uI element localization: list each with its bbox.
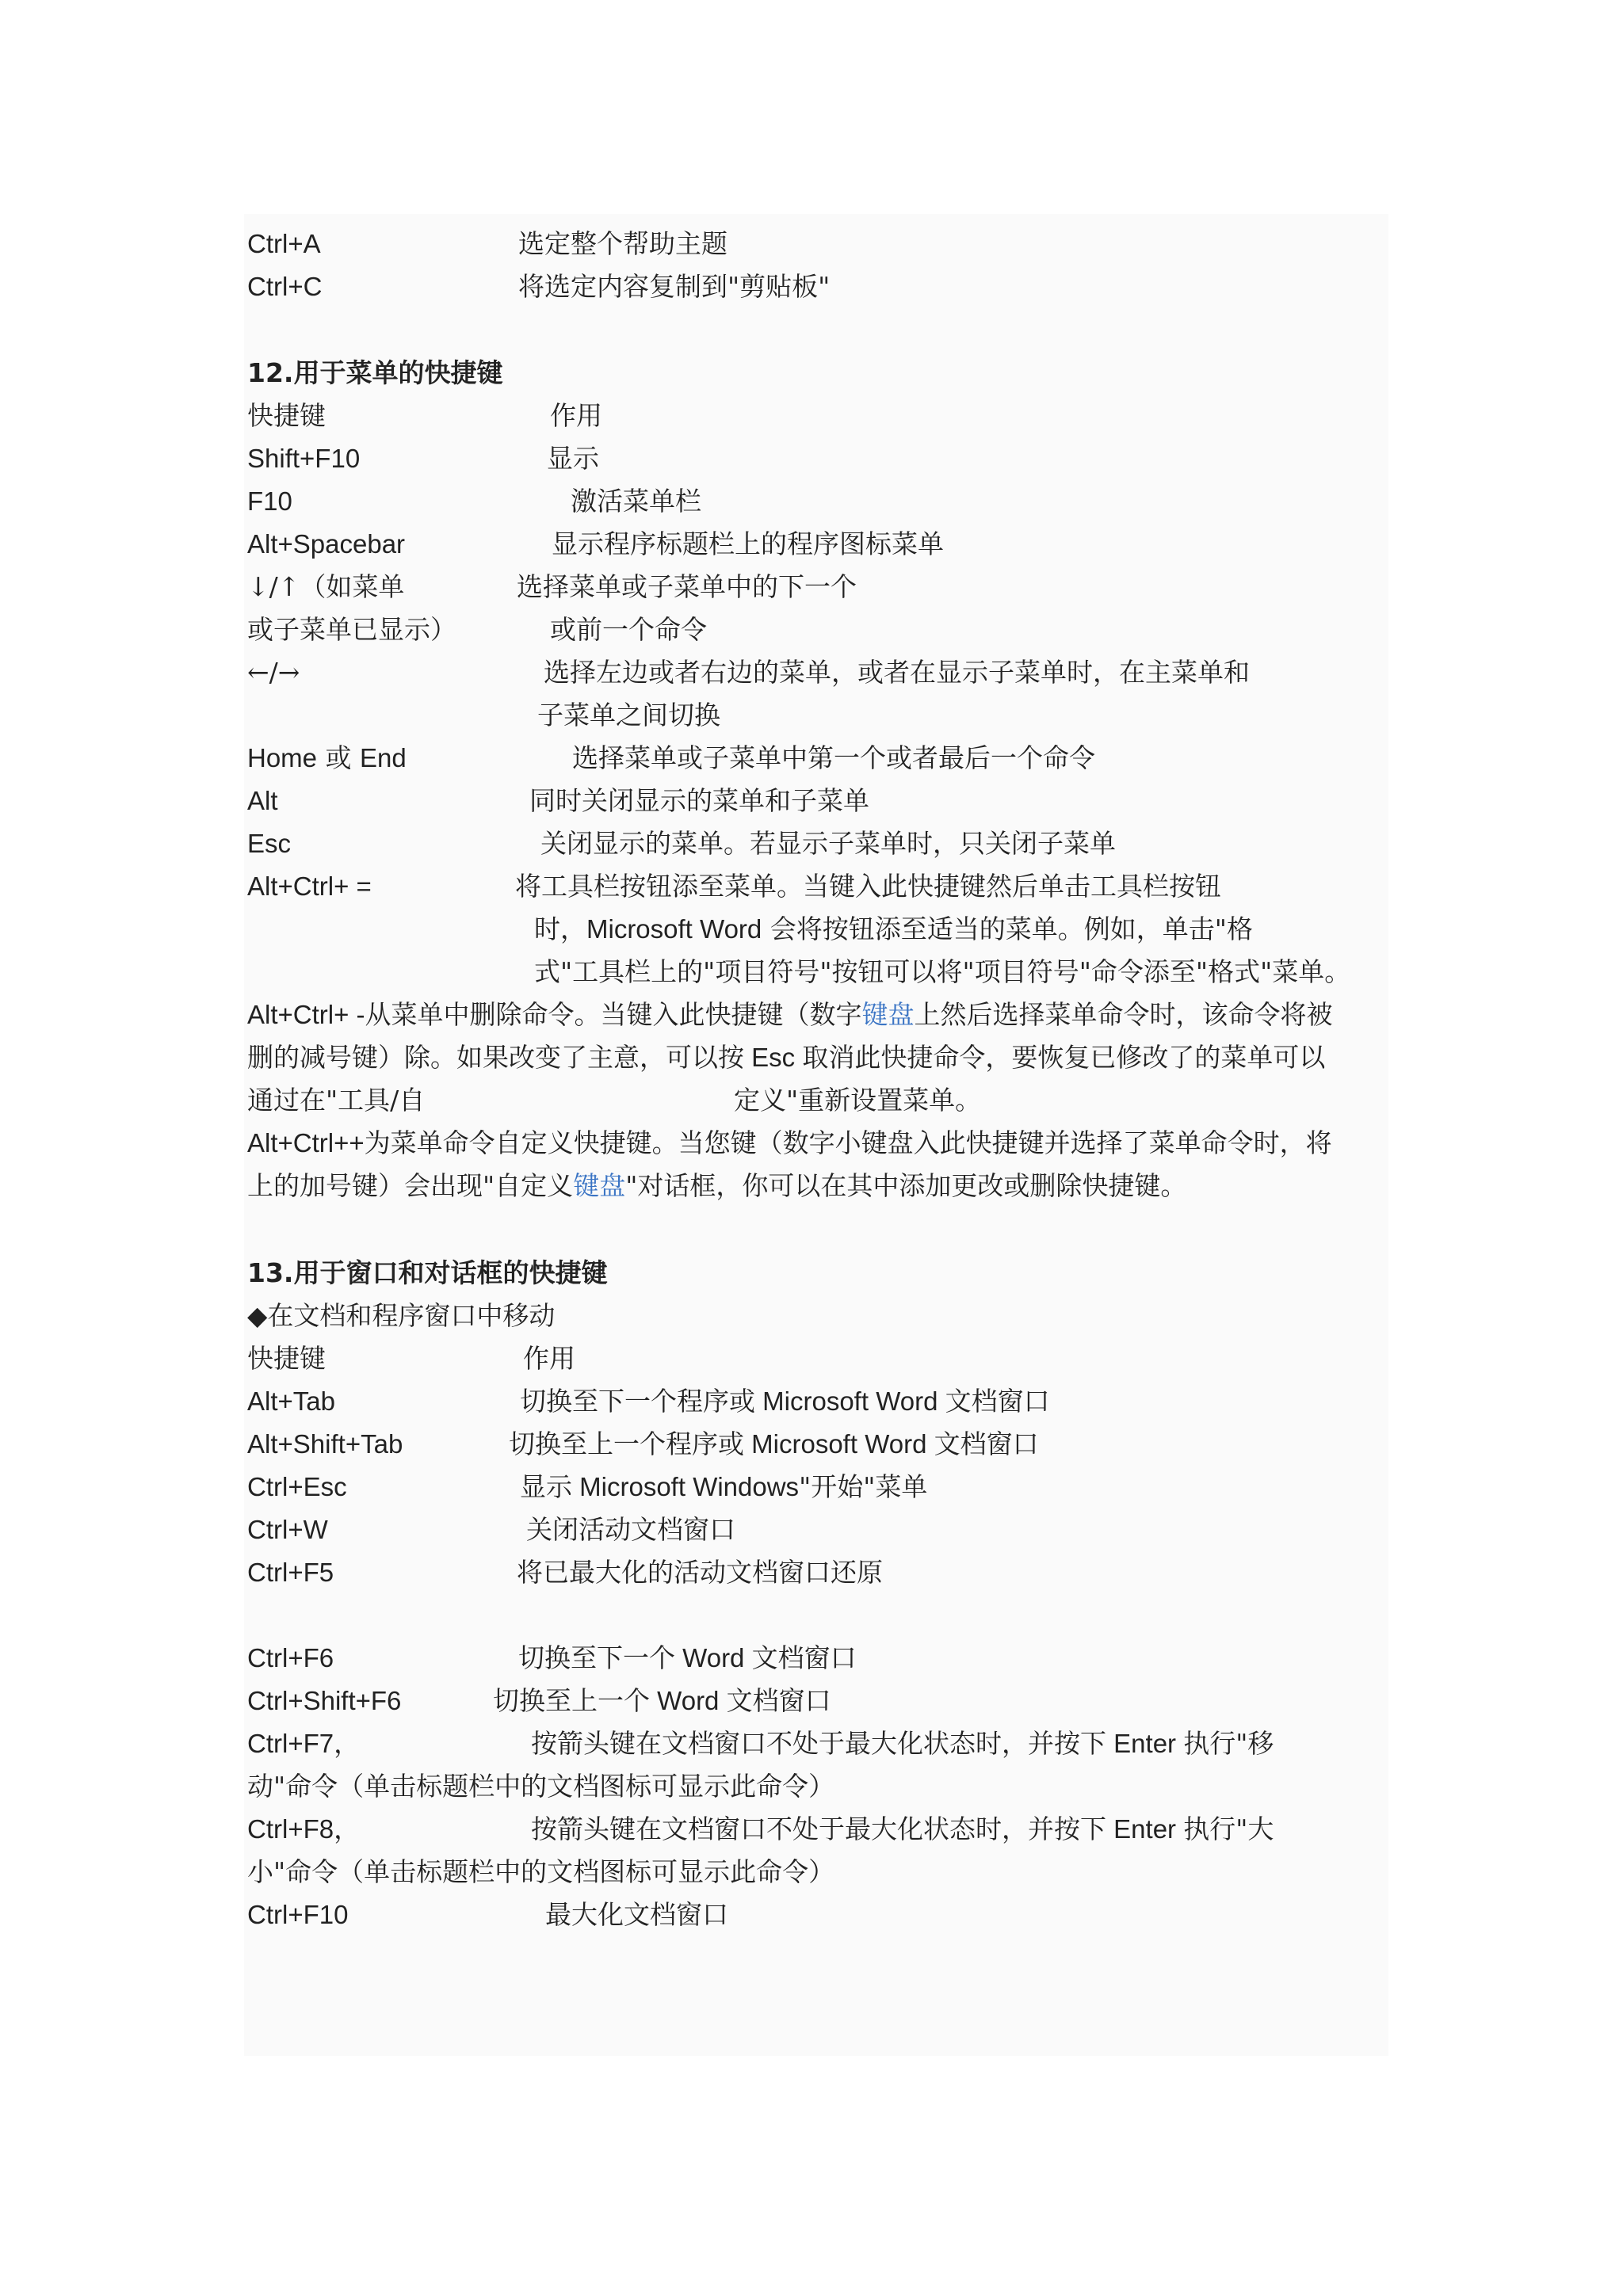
shortcut-row [244,1724,1393,1764]
shortcut-desc: 同时关闭显示的菜单和子菜单 [529,785,869,816]
shortcut-key: Ctrl+F5 [247,1558,334,1587]
shortcut-key: Alt+Ctrl+ - [247,1000,365,1029]
heading-text: 用于菜单的快捷键 [293,357,503,388]
shortcut-key: Ctrl+F10 [247,1900,349,1929]
shortcut-row [244,738,1393,778]
heading-number: 12. [247,357,294,388]
shortcut-row [244,824,1393,864]
shortcut-row [244,1681,1393,1721]
shortcut-key: F10 [247,486,292,516]
shortcut-row [244,610,1393,650]
shortcut-key: Home 或 End [247,742,407,773]
shortcut-row [244,439,1393,479]
shortcut-row-continuation [244,910,1393,949]
shortcut-row [244,1553,1393,1592]
shortcut-key: Alt+Tab [247,1386,335,1416]
shortcut-desc: 切换至上一个程序或 Microsoft Word 文档窗口 [509,1428,1039,1459]
shortcut-row [244,867,1393,906]
shortcut-desc: 激活菜单栏 [571,486,701,517]
paragraph-line: 通过在"工具/自 定义"重新设置菜单。 [247,1085,982,1116]
section-heading [244,353,1393,393]
shortcut-key: Ctrl+W [247,1515,328,1544]
shortcut-desc: 将工具栏按钮添至菜单。当键入此快捷键然后单击工具栏按钮 [515,871,1221,902]
shortcut-desc: 选择菜单或子菜单中第一个或者最后一个命令 [572,742,1095,773]
shortcut-row-continuation [244,952,1393,992]
shortcut-key: Ctrl+F8， [247,1814,361,1844]
shortcut-desc: 切换至下一个 Word 文档窗口 [518,1642,857,1673]
shortcut-key: Ctrl+Shift+F6 [247,1686,402,1715]
shortcut-key: Alt+Ctrl+ = [247,871,372,901]
shortcut-row-continuation [244,696,1393,735]
shortcut-desc: 将已最大化的活动文档窗口还原 [517,1557,883,1588]
shortcut-row [244,1467,1393,1507]
header-desc: 作用 [550,400,602,431]
shortcut-desc: 按箭头键在文档窗口不处于最大化状态时，并按下 Enter 执行"大 [531,1814,1274,1844]
shortcut-key: Alt+Shift+Tab [247,1429,403,1459]
shortcut-key: Ctrl+C [247,272,323,301]
shortcut-row [244,482,1393,521]
paragraph-line: 删的减号键）除。如果改变了主意，可以按 Esc 取消此快捷命令，要恢复已修改了的菜单可以 [247,1042,1326,1073]
keyboard-link[interactable]: 键盘 [573,1170,626,1201]
shortcut-desc: 切换至下一个程序或 Microsoft Word 文档窗口 [520,1386,1050,1417]
shortcut-desc: 将选定内容复制到"剪贴板" [518,271,831,302]
shortcut-desc: 按箭头键在文档窗口不处于最大化状态时，并按下 Enter 执行"移 [531,1728,1274,1759]
paragraph-line: Alt+Ctrl+ -从菜单中删除命令。当键入此快捷键（数字键盘上然后选择菜单命令时，该命令将被 [247,999,1333,1030]
shortcut-key: ↓/↑（如菜单 [247,571,405,602]
shortcut-row [244,781,1393,821]
shortcut-row-continuation: 小"命令（单击标题栏中的文档图标可显示此命令） [247,1856,835,1887]
shortcut-desc: 显示程序标题栏上的程序图标菜单 [552,528,944,559]
sub-heading: ◆在文档和程序窗口中移动 [247,1300,556,1331]
shortcut-row [244,1382,1393,1421]
shortcut-key: Alt [247,786,278,815]
paragraph-line: 上的加号键）会出现"自定义键盘"对话框，你可以在其中添加更改或删除快捷键。 [247,1170,1187,1201]
shortcut-desc: 时，Microsoft Word 会将按钮添至适当的菜单。例如，单击"格 [534,913,1253,944]
shortcut-row [244,653,1393,692]
header-desc: 作用 [523,1343,575,1374]
shortcut-desc: 或前一个命令 [550,614,707,645]
keyboard-link[interactable]: 键盘 [861,999,915,1030]
shortcut-desc: 子菜单之间切换 [537,700,720,730]
shortcut-key: Ctrl+A [247,229,321,258]
shortcut-row [244,524,1393,564]
table-header [244,396,1393,436]
shortcut-row [244,1638,1393,1678]
shortcut-desc: 选定整个帮助主题 [518,228,727,259]
shortcut-row [244,567,1393,607]
shortcut-desc: 选择菜单或子菜单中的下一个 [517,571,857,602]
shortcut-row [244,1810,1393,1849]
shortcut-desc: 关闭活动文档窗口 [526,1514,735,1545]
shortcut-row [244,224,1393,264]
shortcut-key: Ctrl+Esc [247,1472,347,1501]
header-key: 快捷键 [247,400,326,431]
heading-text: 用于窗口和对话框的快捷键 [293,1257,608,1288]
shortcut-row [244,1510,1393,1550]
shortcut-key: Alt+Spacebar [247,529,406,559]
shortcut-row [244,1425,1393,1464]
shortcut-key: Alt+Ctrl++ [247,1128,365,1158]
shortcut-desc: 最大化文档窗口 [545,1899,728,1930]
shortcut-desc: 关闭显示的菜单。若显示子菜单时，只关闭子菜单 [540,828,1116,859]
shortcut-key: Shift+F10 [247,444,361,473]
shortcut-key: Ctrl+F6 [247,1643,334,1672]
shortcut-key: Ctrl+F7， [247,1729,361,1758]
section-heading [244,1253,1393,1293]
shortcut-key: ←/→ [247,657,300,688]
paragraph-line: Alt+Ctrl++为菜单命令自定义快捷键。当您键（数字小键盘入此快捷键并选择了菜单命令时，将 [247,1127,1332,1158]
shortcut-row [244,1895,1393,1935]
heading-number: 13. [247,1257,294,1288]
shortcut-desc: 选择左边或者右边的菜单，或者在显示子菜单时，在主菜单和 [544,657,1250,688]
shortcut-key: 或子菜单已显示） [247,614,456,645]
shortcut-row [244,267,1393,307]
shortcut-desc: 式"工具栏上的"项目符号"按钮可以将"项目符号"命令添至"格式"菜单。 [534,956,1351,987]
shortcut-key: Esc [247,829,292,858]
shortcut-desc: 显示 [547,443,599,474]
header-key: 快捷键 [247,1343,326,1374]
table-header [244,1339,1393,1379]
shortcut-desc: 切换至上一个 Word 文档窗口 [493,1685,831,1716]
shortcut-desc: 显示 Microsoft Windows"开始"菜单 [520,1471,928,1502]
shortcut-row-continuation: 动"命令（单击标题栏中的文档图标可显示此命令） [247,1771,835,1802]
